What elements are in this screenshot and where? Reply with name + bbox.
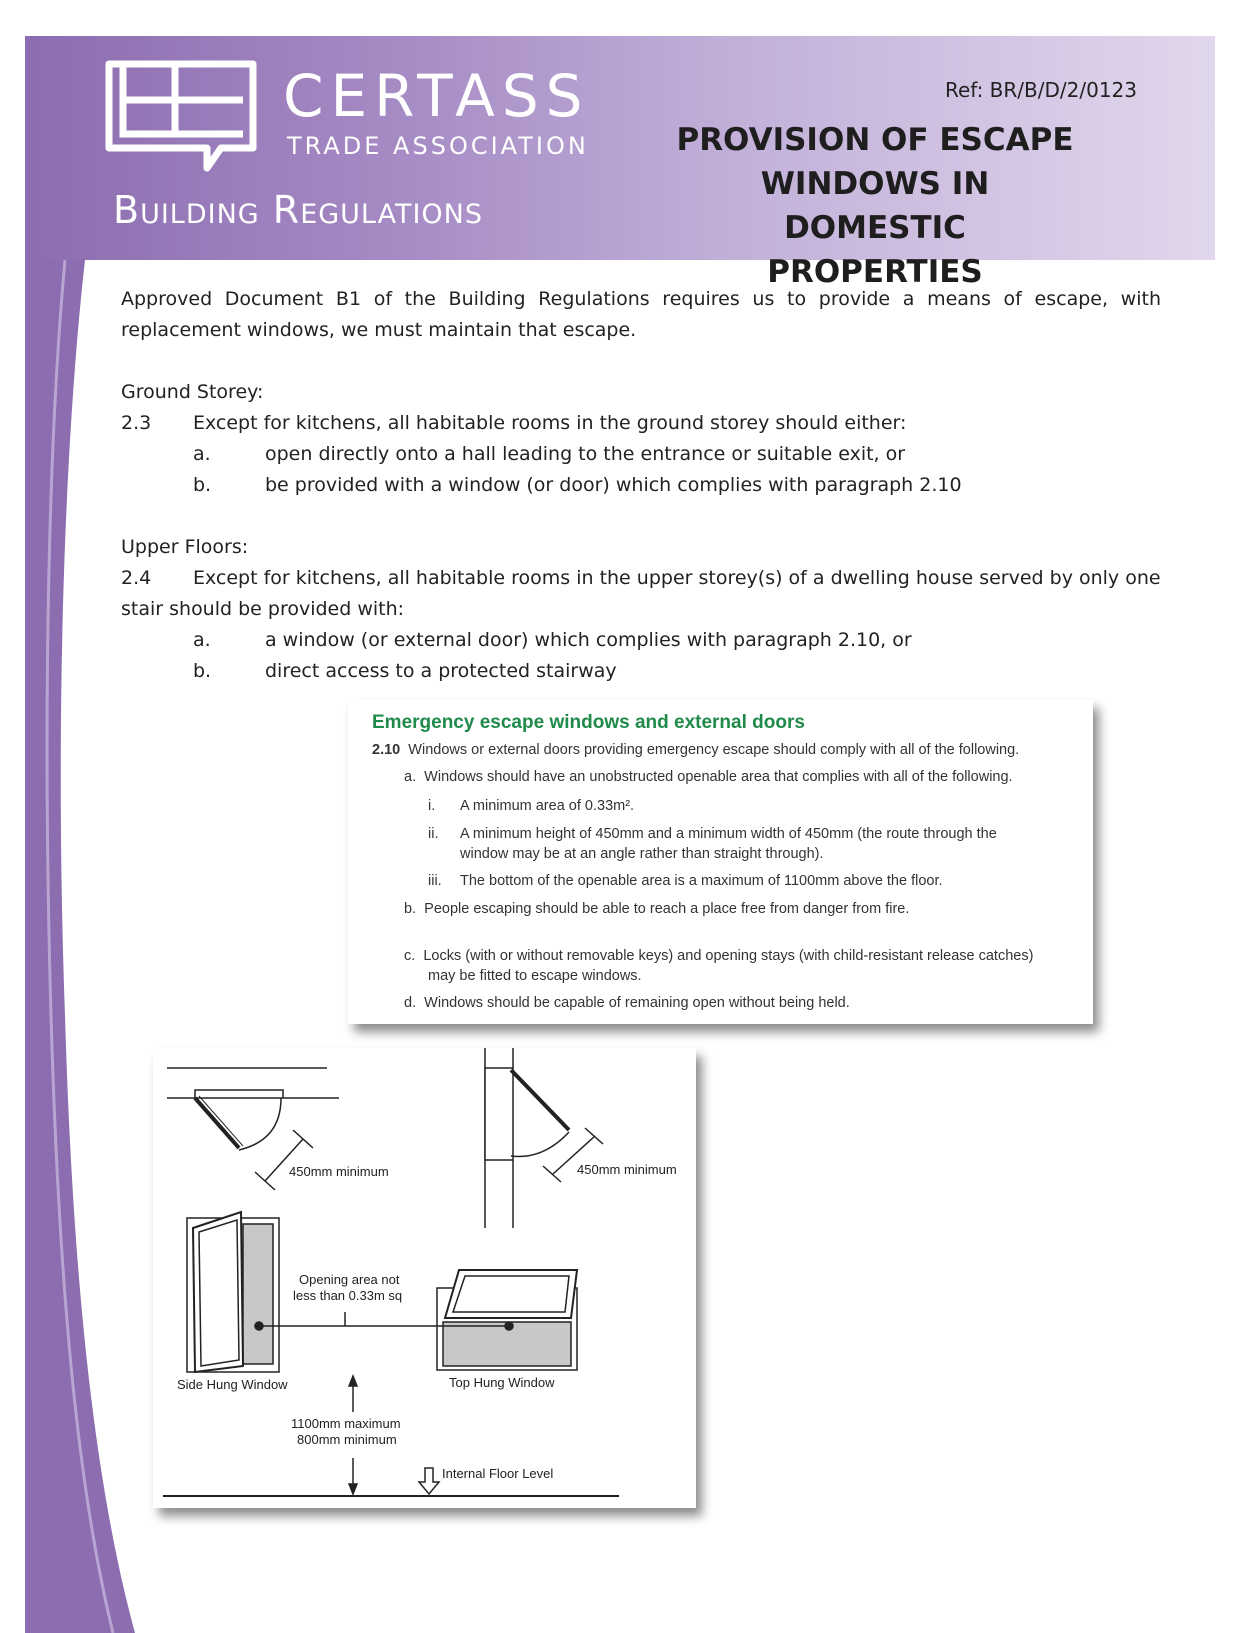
paragraph-number: 2.4 bbox=[121, 567, 152, 589]
paragraph-text: Except for kitchens, all habitable rooms in the ground storey should either: bbox=[193, 412, 907, 434]
list-text: open directly onto a hall leading to the entrance or suitable exit, or bbox=[265, 443, 906, 465]
list-item bbox=[193, 439, 1161, 470]
upper-floors-heading: Upper Floors: bbox=[121, 536, 249, 558]
min-label-right: 450mm minimum bbox=[577, 1162, 677, 1177]
intro-paragraph: Approved Document B1 of the Building Regulations requires us to provide a means of escape, with replacement windows, we must maintain that escape. bbox=[121, 288, 1161, 341]
excerpt-text: may be fitted to escape windows. bbox=[428, 968, 642, 984]
list-text: be provided with a window (or door) which complies with paragraph 2.10 bbox=[265, 474, 962, 496]
excerpt-label: d. bbox=[404, 995, 417, 1011]
document-page bbox=[25, 36, 1215, 1633]
excerpt-item-d bbox=[404, 993, 850, 1013]
excerpt-item-b bbox=[404, 899, 909, 919]
excerpt-lead-text: Windows or external doors providing emergency escape should comply with all of the following. bbox=[408, 742, 1020, 758]
ground-storey-heading: Ground Storey: bbox=[121, 381, 264, 403]
opening-area-label-2: less than 0.33m sq bbox=[293, 1288, 403, 1303]
top-hung-window-drawing bbox=[437, 1270, 577, 1370]
excerpt-item-a bbox=[404, 767, 1013, 787]
brand-name: CERTASS bbox=[283, 62, 590, 130]
max-height-label: 1100mm maximum bbox=[291, 1416, 401, 1431]
document-body bbox=[121, 284, 1161, 687]
excerpt-label: c. bbox=[404, 948, 416, 964]
excerpt-text: The bottom of the openable area is a maximum of 1100mm above the floor. bbox=[460, 873, 943, 889]
excerpt-item-iii bbox=[428, 871, 943, 891]
excerpt-text: A minimum area of 0.33m². bbox=[460, 798, 635, 814]
list-text: direct access to a protected stairway bbox=[265, 660, 617, 682]
list-text: a window (or external door) which complies with paragraph 2.10, or bbox=[265, 629, 912, 651]
paragraph-2-4 bbox=[121, 563, 1161, 625]
excerpt-lead bbox=[372, 740, 1019, 760]
top-hung-label: Top Hung Window bbox=[449, 1375, 555, 1390]
escape-window-diagram bbox=[153, 1048, 696, 1508]
opening-area-label-1: Opening area not bbox=[299, 1272, 400, 1287]
list-label: a. bbox=[193, 443, 211, 465]
list-label: b. bbox=[193, 474, 212, 496]
excerpt-title: Emergency escape windows and external doors bbox=[372, 712, 805, 733]
excerpt-text: Windows should be capable of remaining open without being held. bbox=[424, 995, 850, 1011]
side-hung-window-drawing bbox=[187, 1212, 279, 1372]
excerpt-item-c bbox=[404, 946, 1033, 966]
diagram-drawing bbox=[153, 1048, 696, 1508]
excerpt-item-ii bbox=[428, 824, 997, 844]
excerpt-label: ii. bbox=[428, 826, 439, 842]
side-hung-label: Side Hung Window bbox=[177, 1377, 288, 1392]
excerpt-text: People escaping should be able to reach a place free from danger from fire. bbox=[424, 901, 910, 917]
list-item bbox=[193, 656, 1161, 687]
section-top-hung bbox=[485, 1048, 603, 1228]
brand-subtitle: TRADE ASSOCIATION bbox=[287, 132, 589, 160]
document-title: PROVISION OF ESCAPE WINDOWS IN DOMESTIC PROPERTIES bbox=[676, 122, 1074, 290]
min-label-left: 450mm minimum bbox=[289, 1164, 389, 1179]
excerpt-label: iii. bbox=[428, 873, 442, 889]
paragraph-number: 2.3 bbox=[121, 412, 152, 434]
excerpt-text: Locks (with or without removable keys) and opening stays (with child-resistant release catches) bbox=[423, 948, 1034, 964]
section-title: Building Regulations bbox=[113, 188, 484, 232]
excerpt-text: Windows should have an unobstructed openable area that complies with all of the following. bbox=[424, 769, 1013, 785]
excerpt-number: 2.10 bbox=[372, 742, 401, 758]
regulation-excerpt bbox=[348, 700, 1093, 1024]
excerpt-label: a. bbox=[404, 769, 417, 785]
excerpt-text: A minimum height of 450mm and a minimum width of 450mm (the route through the bbox=[460, 826, 997, 842]
excerpt-item-i bbox=[428, 796, 634, 816]
excerpt-text: window may be at an angle rather than straight through). bbox=[460, 846, 824, 862]
list-item bbox=[193, 470, 1161, 501]
min-height-label: 800mm minimum bbox=[297, 1432, 397, 1447]
list-label: a. bbox=[193, 629, 211, 651]
list-label: b. bbox=[193, 660, 212, 682]
excerpt-label: i. bbox=[428, 798, 436, 814]
excerpt-label: b. bbox=[404, 901, 417, 917]
certass-logo-icon bbox=[103, 56, 263, 181]
paragraph-text: Except for kitchens, all habitable rooms in the upper storey(s) of a dwelling house served by only one stair should be provided with: bbox=[121, 567, 1161, 620]
reference-number: Ref: BR/B/D/2/0123 bbox=[944, 78, 1137, 102]
floor-level-label: Internal Floor Level bbox=[442, 1466, 554, 1481]
paragraph-2-3 bbox=[121, 408, 1161, 439]
list-item bbox=[193, 625, 1161, 656]
